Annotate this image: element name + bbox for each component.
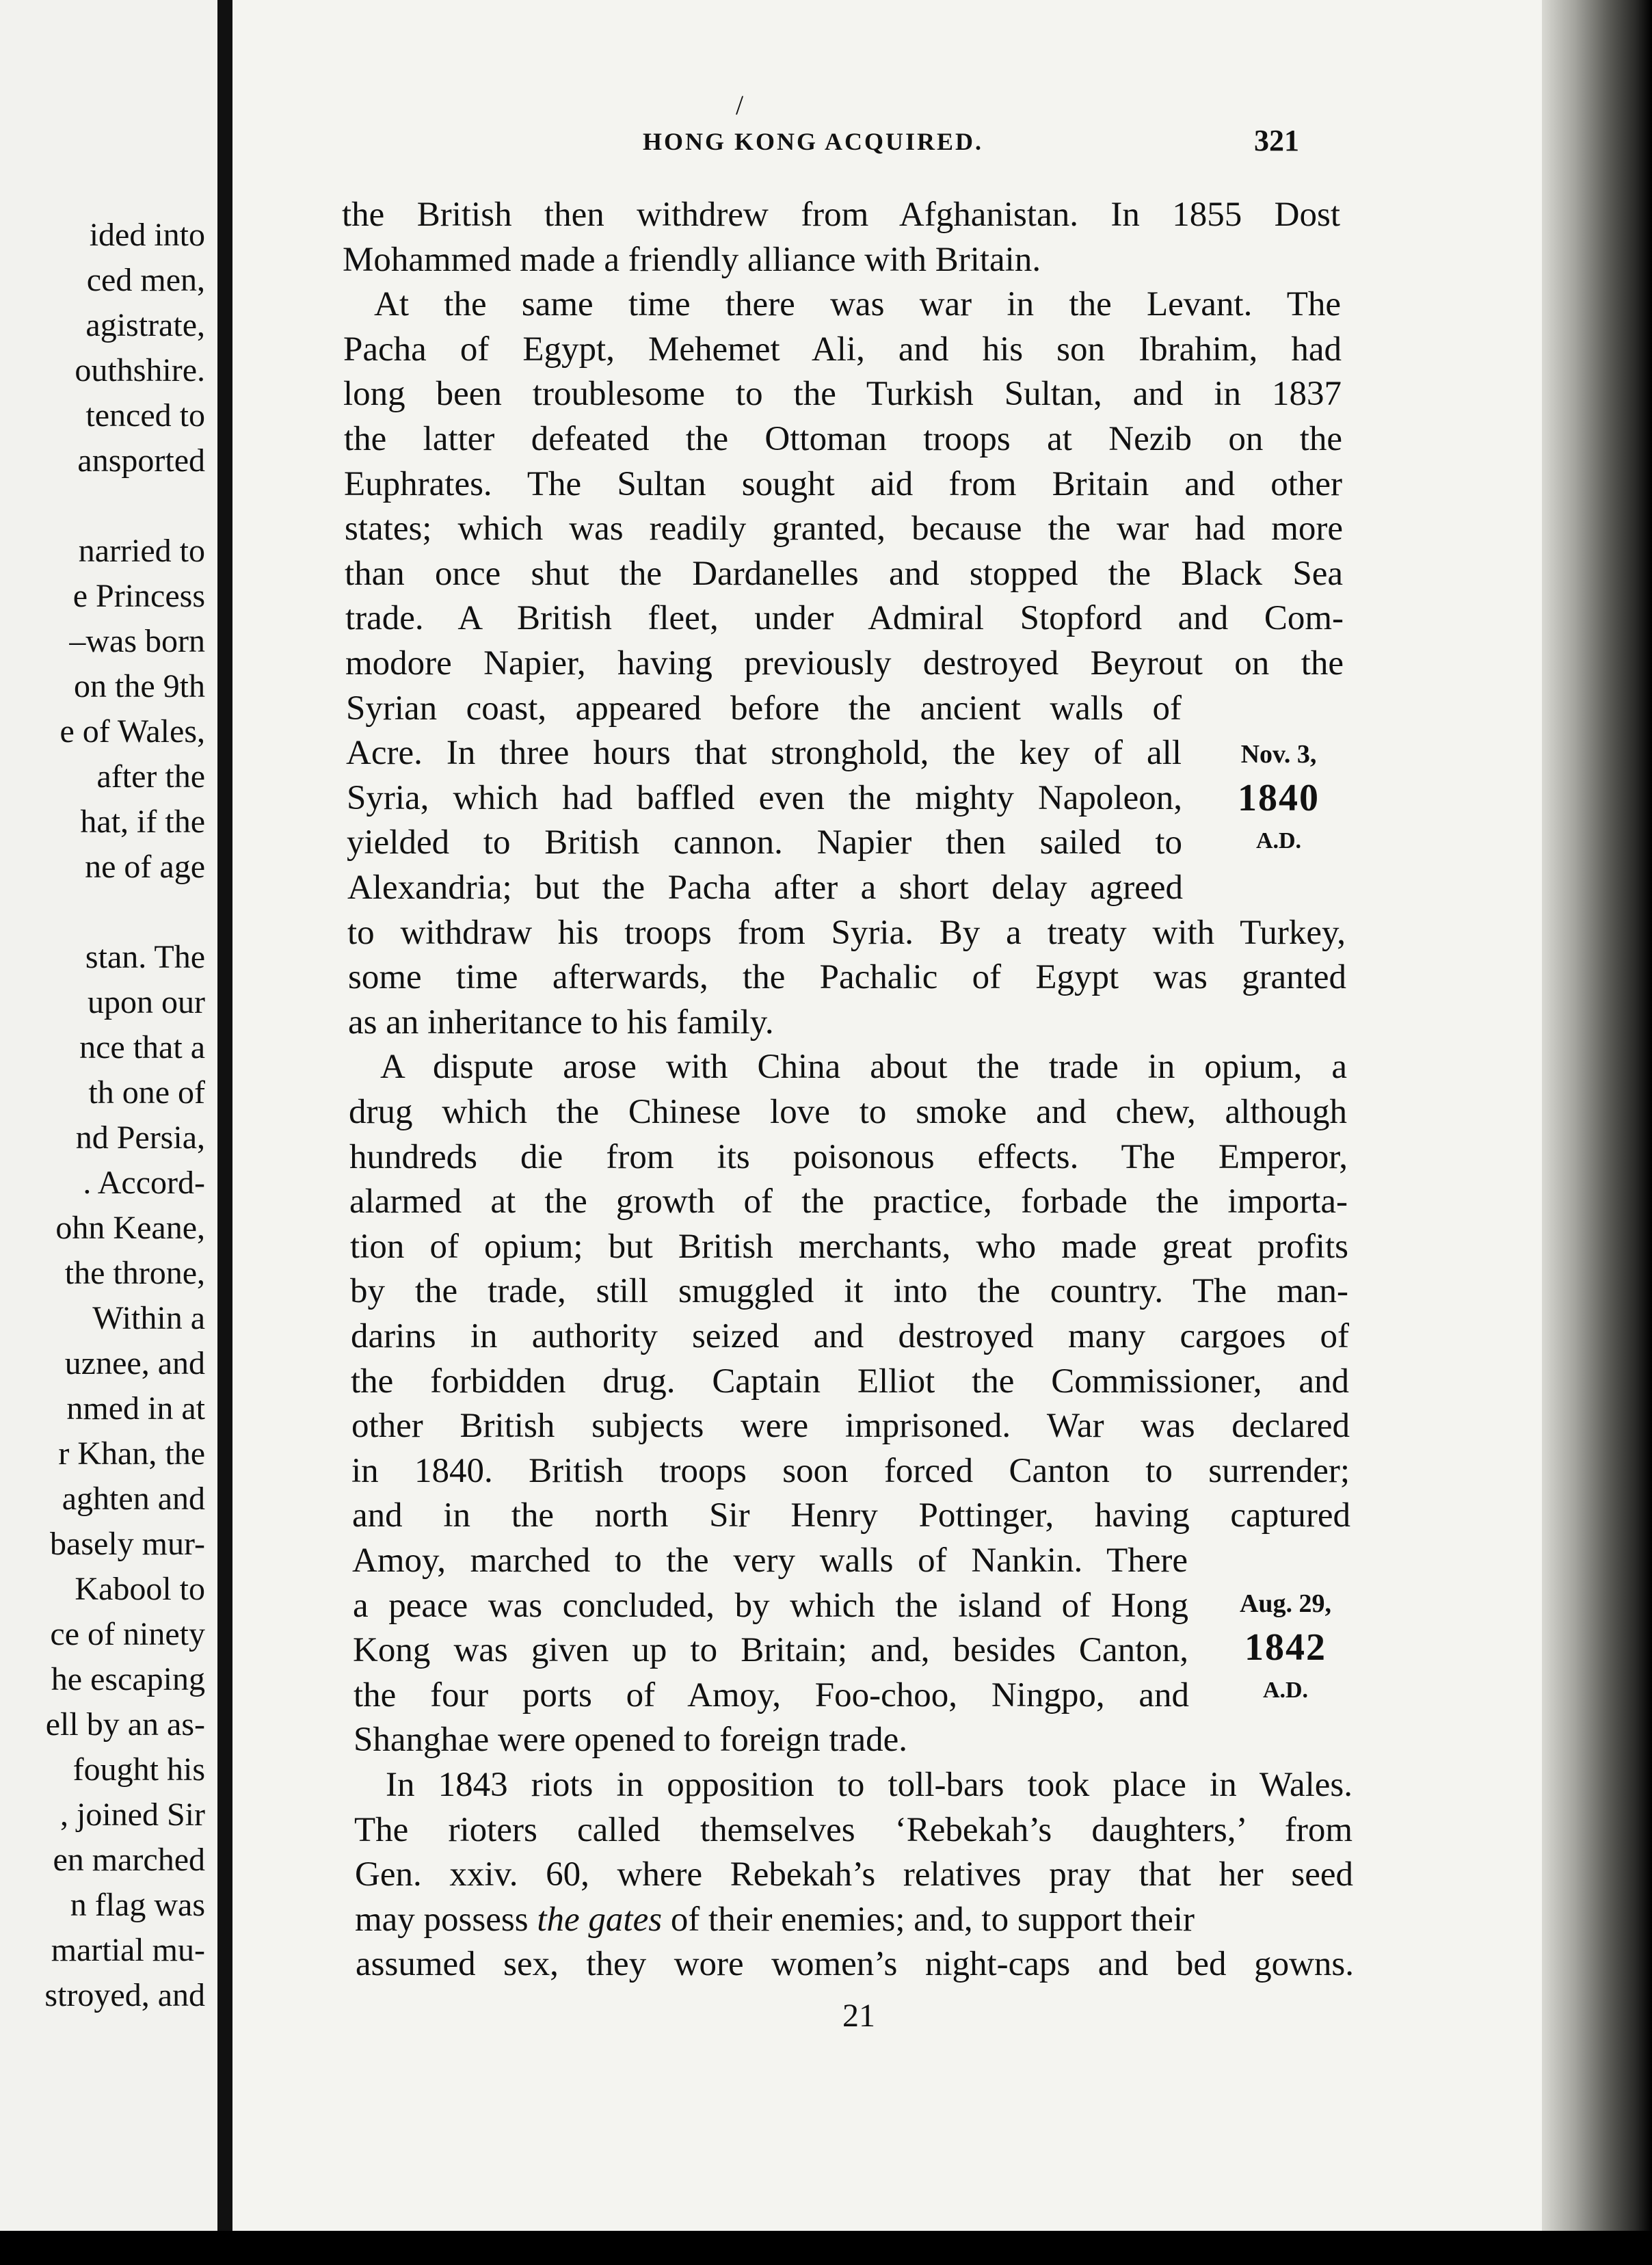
text-line: long been troublesome to the Turkish Sultan, and in 1837 bbox=[343, 375, 1342, 414]
left-page-line: hat, if the bbox=[80, 804, 205, 840]
text-line: tion of opium; but British merchants, who made great profits bbox=[350, 1227, 1348, 1266]
page-edge-shadow bbox=[1542, 0, 1652, 2231]
left-page-line: tenced to bbox=[85, 397, 205, 434]
text-line: At the same time there was war in the Levant. The bbox=[374, 285, 1341, 324]
text-line: Shanghae were opened to foreign trade. bbox=[354, 1721, 907, 1760]
text-line: Gen. xxiv. 60, where Rebekah’s relatives pray that her seed bbox=[355, 1855, 1353, 1894]
left-page-line: ell by an as- bbox=[45, 1706, 205, 1743]
left-page-line: he escaping bbox=[51, 1661, 205, 1697]
left-page-line: after the bbox=[96, 758, 205, 795]
text-segment: of their enemies; and, to support their bbox=[662, 1900, 1195, 1939]
text-line: yielded to British cannon. Napier then sailed to bbox=[347, 823, 1182, 862]
left-page-line: on the 9th bbox=[74, 668, 205, 704]
text-line: Pacha of Egypt, Mehemet Ali, and his son Ibrahim, had bbox=[343, 330, 1342, 369]
text-line: to withdraw his troops from Syria. By a treaty with Turkey, bbox=[347, 913, 1346, 952]
left-page-line: outhshire. bbox=[75, 352, 205, 388]
text-line: trade. A British fleet, under Admiral Stopford and Com- bbox=[345, 599, 1344, 638]
left-page-line: ne of age bbox=[85, 849, 205, 885]
running-head: HONG KONG ACQUIRED. bbox=[643, 128, 984, 155]
left-page-line: upon our bbox=[88, 984, 205, 1020]
margin-note-era: A.D. bbox=[1262, 1678, 1309, 1703]
text-line: in 1840. British troops soon forced Canton to surrender; bbox=[351, 1451, 1350, 1490]
text-line: a peace was concluded, by which the island of Hong bbox=[353, 1586, 1188, 1625]
margin-note-date: Aug. 29, bbox=[1239, 1589, 1332, 1618]
text-line: Acre. In three hours that stronghold, the key of all bbox=[346, 734, 1182, 773]
left-page-line: –was born bbox=[69, 623, 205, 659]
text-line: hundreds die from its poisonous effects. The Emperor, bbox=[349, 1137, 1348, 1176]
left-page-line: . Accord- bbox=[83, 1165, 205, 1201]
left-page-line: nce that a bbox=[79, 1029, 205, 1065]
text-line: Mohammed made a friendly alliance with Britain. bbox=[343, 240, 1041, 279]
text-line: than once shut the Dardanelles and stopped the Black Sea bbox=[345, 554, 1343, 593]
margin-note-1842 bbox=[1224, 1582, 1347, 1711]
left-page-line: the throne, bbox=[64, 1255, 205, 1291]
left-page-line: stan. The bbox=[85, 939, 205, 975]
left-page-line: Kabool to bbox=[75, 1571, 205, 1607]
text-line: Euphrates. The Sultan sought aid from Britain and other bbox=[344, 464, 1342, 503]
left-page-line: agistrate, bbox=[85, 307, 205, 343]
margin-note-date: Nov. 3, bbox=[1240, 740, 1317, 769]
text-line: assumed sex, they wore women’s night-caps and bed gowns. bbox=[356, 1945, 1354, 1984]
text-line: Amoy, marched to the very walls of Nankin. There bbox=[352, 1541, 1188, 1580]
left-page-line: stroyed, and bbox=[44, 1977, 205, 2013]
page-number: 321 bbox=[1254, 124, 1299, 157]
text-line: the four ports of Amoy, Foo-choo, Ningpo, and bbox=[354, 1675, 1189, 1714]
left-page-line: nd Persia, bbox=[75, 1120, 205, 1156]
left-page-line: basely mur- bbox=[50, 1526, 205, 1562]
left-page-line: ced men, bbox=[86, 262, 205, 298]
text-line bbox=[355, 1898, 1353, 1942]
left-page-line: e Princess bbox=[72, 578, 205, 614]
left-page-line: ided into bbox=[89, 217, 205, 253]
text-line: the latter defeated the Ottoman troops at Nezib on the bbox=[344, 420, 1342, 458]
text-line: Alexandria; but the Pacha after a short delay agreed bbox=[347, 869, 1183, 907]
pen-mark: / bbox=[736, 90, 744, 120]
text-line: The rioters called themselves ‘Rebekah’s daughters,’ from bbox=[354, 1810, 1353, 1849]
left-page-line: uznee, and bbox=[64, 1345, 205, 1381]
margin-note-year: 1842 bbox=[1244, 1626, 1327, 1669]
text-line: the forbidden drug. Captain Elliot the Commissioner, and bbox=[351, 1362, 1349, 1401]
text-line: by the trade, still smuggled it into the country. The man- bbox=[350, 1272, 1348, 1311]
signature-mark: 21 bbox=[842, 1998, 875, 2034]
margin-note-1840 bbox=[1217, 733, 1340, 862]
margin-note-era: A.D. bbox=[1255, 828, 1302, 853]
text-line: the British then withdrew from Afghanistan. In 1855 Dost bbox=[342, 196, 1340, 234]
text-line: and in the north Sir Henry Pottinger, having captured bbox=[352, 1496, 1350, 1535]
text-line: other British subjects were imprisoned. War was declared bbox=[351, 1407, 1350, 1446]
left-page-line: nmed in at bbox=[66, 1390, 205, 1427]
left-page-line: n flag was bbox=[70, 1887, 205, 1923]
left-page-line: ohn Keane, bbox=[55, 1210, 205, 1246]
left-page-line: e of Wales, bbox=[59, 713, 205, 750]
text-line: darins in authority seized and destroyed many cargoes of bbox=[351, 1317, 1349, 1355]
left-page-line: Within a bbox=[92, 1300, 205, 1336]
left-page-line: en marched bbox=[53, 1842, 205, 1878]
text-line: A dispute arose with China about the trade in opium, a bbox=[380, 1048, 1347, 1087]
text-line: Syrian coast, appeared before the ancient walls of bbox=[346, 689, 1182, 728]
left-page-line: narried to bbox=[78, 533, 205, 569]
left-page-line: ce of ninety bbox=[50, 1616, 205, 1652]
text-line: as an inheritance to his family. bbox=[348, 1003, 774, 1042]
book-spine bbox=[217, 0, 234, 2231]
left-page-line: ansported bbox=[77, 442, 205, 479]
text-line: some time afterwards, the Pachalic of Egypt was granted bbox=[348, 958, 1346, 997]
left-page-line: th one of bbox=[88, 1074, 205, 1111]
left-page-line: aghten and bbox=[62, 1481, 205, 1517]
text-line: Kong was given up to Britain; and, besides Canton, bbox=[353, 1631, 1188, 1670]
text-line: modore Napier, having previously destroyed Beyrout on the bbox=[345, 644, 1344, 683]
text-segment: may possess bbox=[355, 1900, 537, 1939]
italic-phrase: the gates bbox=[537, 1900, 663, 1939]
left-page-fragment bbox=[0, 0, 252, 2231]
left-page-line: martial mu- bbox=[51, 1932, 205, 1968]
margin-note-year: 1840 bbox=[1238, 777, 1320, 819]
text-line: states; which was readily granted, because the war had more bbox=[345, 509, 1343, 548]
left-page-line: fought his bbox=[72, 1751, 205, 1788]
text-line: drug which the Chinese love to smoke and chew, although bbox=[349, 1093, 1347, 1131]
text-line: Syria, which had baffled even the mighty Napoleon, bbox=[347, 778, 1182, 817]
left-page-line: r Khan, the bbox=[58, 1435, 205, 1472]
text-line: In 1843 riots in opposition to toll-bars took place in Wales. bbox=[386, 1766, 1353, 1804]
text-line: alarmed at the growth of the practice, forbade the importa- bbox=[349, 1182, 1348, 1221]
left-page-line: , joined Sir bbox=[60, 1797, 205, 1833]
